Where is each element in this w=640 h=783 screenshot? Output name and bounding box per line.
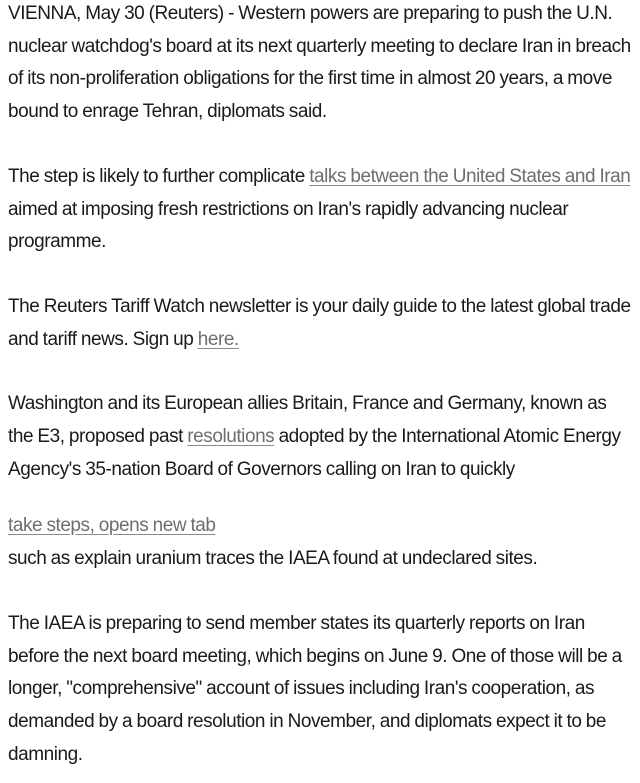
paragraph-lead bbox=[8, 0, 632, 129]
take-steps-link[interactable]: take steps, opens new tab bbox=[8, 515, 216, 537]
paragraph-newsletter-text: The Reuters Tariff Watch newsletter is your daily guide to the latest global trade and tariff news. Sign up bbox=[8, 295, 631, 350]
paragraph-e3 bbox=[8, 388, 632, 486]
resolutions-link[interactable]: resolutions bbox=[187, 426, 275, 448]
newsletter-signup-link[interactable]: here. bbox=[197, 328, 239, 350]
paragraph-iaea-reports bbox=[8, 608, 632, 772]
paragraph-iaea-reports-text: The IAEA is preparing to send member states its quarterly reports on Iran before the next board meeting, which begins on June 9. One of those will be a longer, "comprehensive" account of issues including Iran's cooperation, as demanded by a board resolution in November, and diplomats expect it to be damning. bbox=[8, 612, 622, 765]
paragraph-talks bbox=[8, 161, 632, 259]
talks-us-iran-link[interactable]: talks between the United States and Iran bbox=[309, 165, 631, 187]
paragraph-e3-text-before: Washington and its European allies Britain, France and Germany, known as the E3, proposed past bbox=[8, 393, 607, 448]
paragraph-newsletter bbox=[8, 291, 632, 356]
paragraph-talks-text-before: The step is likely to further complicate bbox=[8, 165, 310, 187]
paragraph-talks-text-after: aimed at imposing fresh restrictions on Iran's rapidly advancing nuclear programme. bbox=[8, 198, 569, 253]
paragraph-take-steps bbox=[8, 510, 632, 575]
paragraph-take-steps-text: such as explain uranium traces the IAEA found at undeclared sites. bbox=[8, 548, 538, 570]
paragraph-lead-text: VIENNA, May 30 (Reuters) - Western powers are preparing to push the U.N. nuclear watchdog's board at its next quarterly meeting to declare Iran in breach of its non-proliferation obligations for the first time in almost 20 years, a move bound to enrage Tehran, diplomats said. bbox=[8, 3, 631, 123]
paragraph-e3-text-after: adopted by the International Atomic Energy Agency's 35-nation Board of Governors calling on Iran to quickly bbox=[8, 426, 621, 480]
